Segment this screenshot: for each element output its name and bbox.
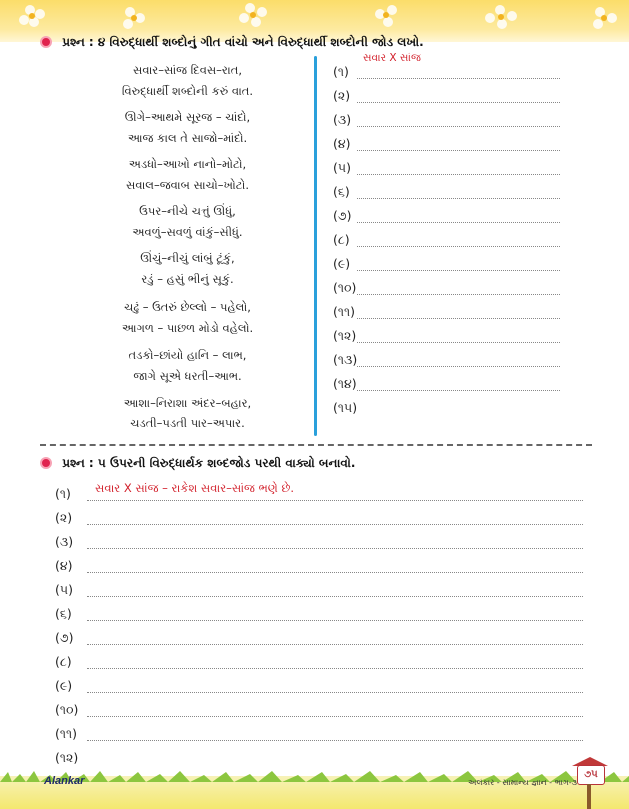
sentence-number: (૪) [55, 558, 73, 573]
answer-line [357, 318, 560, 319]
answer-line [357, 150, 560, 151]
sentence-row[interactable] [55, 504, 583, 528]
sentence-row[interactable] [55, 576, 583, 600]
answer-line [357, 294, 560, 295]
answer-row[interactable] [333, 154, 560, 178]
answer-number: (૧૨) [333, 328, 357, 343]
sentence-line [87, 548, 583, 549]
poem-line: આજ કાલ તે સાજો–માંદો. [127, 131, 248, 145]
answer-line [357, 270, 560, 271]
answer-row[interactable] [333, 298, 560, 322]
question-5-heading [40, 456, 355, 471]
signpost-post-icon [587, 784, 591, 809]
sentence-line [87, 644, 583, 645]
answer-row[interactable] [333, 52, 560, 82]
poem-line: ઊગે–આથમે સૂરજ – ચાંદો, [124, 110, 251, 124]
answer-line [357, 366, 560, 367]
answer-line [357, 126, 560, 127]
sentence-line [87, 692, 583, 693]
sentence-row[interactable] [55, 696, 583, 720]
section-divider [40, 444, 592, 446]
poem-line: ચડતી–પડતી પાર–અપાર. [130, 416, 245, 430]
answer-number: (૧૧) [333, 304, 356, 319]
answer-number: (૩) [333, 112, 352, 127]
brand-logo: Alankar [44, 775, 85, 787]
question-4-label: પ્રશ્ન : ૪ [62, 35, 106, 49]
sentence-number: (૯) [55, 678, 73, 693]
sentence-number: (૨) [55, 510, 73, 525]
answer-line [357, 102, 560, 103]
poem-line: સવાલ–જવાબ સાચો–ખોટો. [126, 178, 249, 192]
answer-number: (૧) [333, 64, 349, 79]
answer-row[interactable] [333, 130, 560, 154]
poem-line: અડધો–આખો નાનો–મોટો, [128, 157, 247, 171]
answer-line [357, 78, 560, 79]
answer-row[interactable] [333, 394, 560, 418]
answer-row[interactable] [333, 82, 560, 106]
answer-row[interactable] [333, 346, 560, 370]
sentence-line [87, 524, 583, 525]
poem-line: આશા–નિરાશા અંદર–બહાર, [123, 396, 252, 410]
poem-line: રડું – હસું ભીનું સૂકું. [141, 272, 234, 286]
answer-line [357, 342, 560, 343]
series-title: અલંકાર - સામાન્ય જ્ઞાન - ભાગ-૩ [468, 778, 577, 787]
bullet-icon [40, 457, 52, 469]
sentence-row[interactable] [55, 600, 583, 624]
poem-line: ચઢું – ઉતરું છેલ્લો – પહેલો, [124, 300, 251, 314]
page-number: ૭૫ [577, 765, 605, 785]
column-divider [314, 56, 317, 436]
answer-number: (૧૫) [333, 400, 358, 415]
poem-line: ઉપર–નીચે ચત્તું ઊંધું, [139, 204, 236, 218]
poem-line: ઊંચું–નીચું લાંબું ટૂંકું, [140, 251, 235, 265]
answer-number: (૬) [333, 184, 350, 199]
sentence-number: (૬) [55, 606, 72, 621]
answer-row[interactable] [333, 178, 560, 202]
answer-row[interactable] [333, 370, 560, 394]
sentence-row[interactable] [55, 624, 583, 648]
sentence-line [87, 620, 583, 621]
sentence-number: (૮) [55, 654, 72, 669]
answer-number: (૯) [333, 256, 351, 271]
sentence-row[interactable] [55, 720, 583, 744]
sentence-number: (૭) [55, 630, 74, 645]
poem-line: આગળ – પાછળ મોડો વહેલો. [121, 321, 254, 335]
answer-number: (૧૪) [333, 376, 357, 391]
sentence-number: (૧૧) [55, 726, 78, 741]
answer-value: સવાર X સાંજ [363, 52, 421, 64]
question-4-text: વિરુદ્ધાર્થી શબ્દોનું ગીત વાંચો અને વિરુદ્ધાર્થી શબ્દોની જોડ લખો. [109, 35, 424, 49]
poem-line: વિરુદ્ધાર્થી શબ્દોની કરું વાત. [121, 84, 254, 98]
sentence-row[interactable] [55, 648, 583, 672]
sentence-value: સવાર X સાંજ – રાકેશ સવાર–સાંજ ભણે છે. [95, 481, 294, 495]
sentence-number: (૧૦) [55, 702, 79, 717]
sentence-line [87, 668, 583, 669]
question-5-text: ઉપરની વિરુદ્ધાર્થક શબ્દજોડ પરથી વાક્યો બનાવો. [110, 456, 356, 470]
sentence-line [87, 716, 583, 717]
poem-line: તડકો–છાંયો હાનિ – લાભ, [128, 348, 247, 362]
sentence-row[interactable] [55, 552, 583, 576]
sentence-number: (૧૨) [55, 750, 79, 765]
bullet-icon [40, 36, 52, 48]
sentence-row[interactable] [55, 480, 583, 504]
answer-number: (૧૩) [333, 352, 358, 367]
answer-row[interactable] [333, 322, 560, 346]
answer-number: (૫) [333, 160, 351, 175]
answer-row[interactable] [333, 202, 560, 226]
answer-line [357, 246, 560, 247]
answer-number: (૧૦) [333, 280, 357, 295]
answer-row[interactable] [333, 106, 560, 130]
sentence-line [87, 596, 583, 597]
poem-line: જાગે સૂએ ધરતી–આભ. [133, 369, 242, 383]
answer-row[interactable] [333, 226, 560, 250]
sentence-row[interactable] [55, 672, 583, 696]
answer-number: (૮) [333, 232, 350, 247]
sentence-line [87, 740, 583, 741]
sentence-row[interactable] [55, 744, 583, 768]
sentence-number: (૫) [55, 582, 73, 597]
poem-line: અવળું–સવળું વાંકું–સીધું. [132, 225, 243, 239]
answer-row[interactable] [333, 250, 560, 274]
answer-row[interactable] [333, 274, 560, 298]
question-5-label: પ્રશ્ન : ૫ [62, 456, 106, 470]
sentence-line [87, 572, 583, 573]
poem-line: સવાર–સાંજ દિવસ–રાત, [133, 63, 242, 77]
sentence-number: (૩) [55, 534, 74, 549]
answer-number: (૪) [333, 136, 351, 151]
answer-line [357, 174, 560, 175]
sentence-line [87, 500, 583, 501]
answer-number: (૭) [333, 208, 352, 223]
answer-line [357, 390, 560, 391]
sentence-number: (૧) [55, 486, 71, 501]
answer-line [357, 198, 560, 199]
sentence-row[interactable] [55, 528, 583, 552]
answer-line [357, 222, 560, 223]
question-4-heading [40, 35, 424, 50]
answer-number: (૨) [333, 88, 351, 103]
